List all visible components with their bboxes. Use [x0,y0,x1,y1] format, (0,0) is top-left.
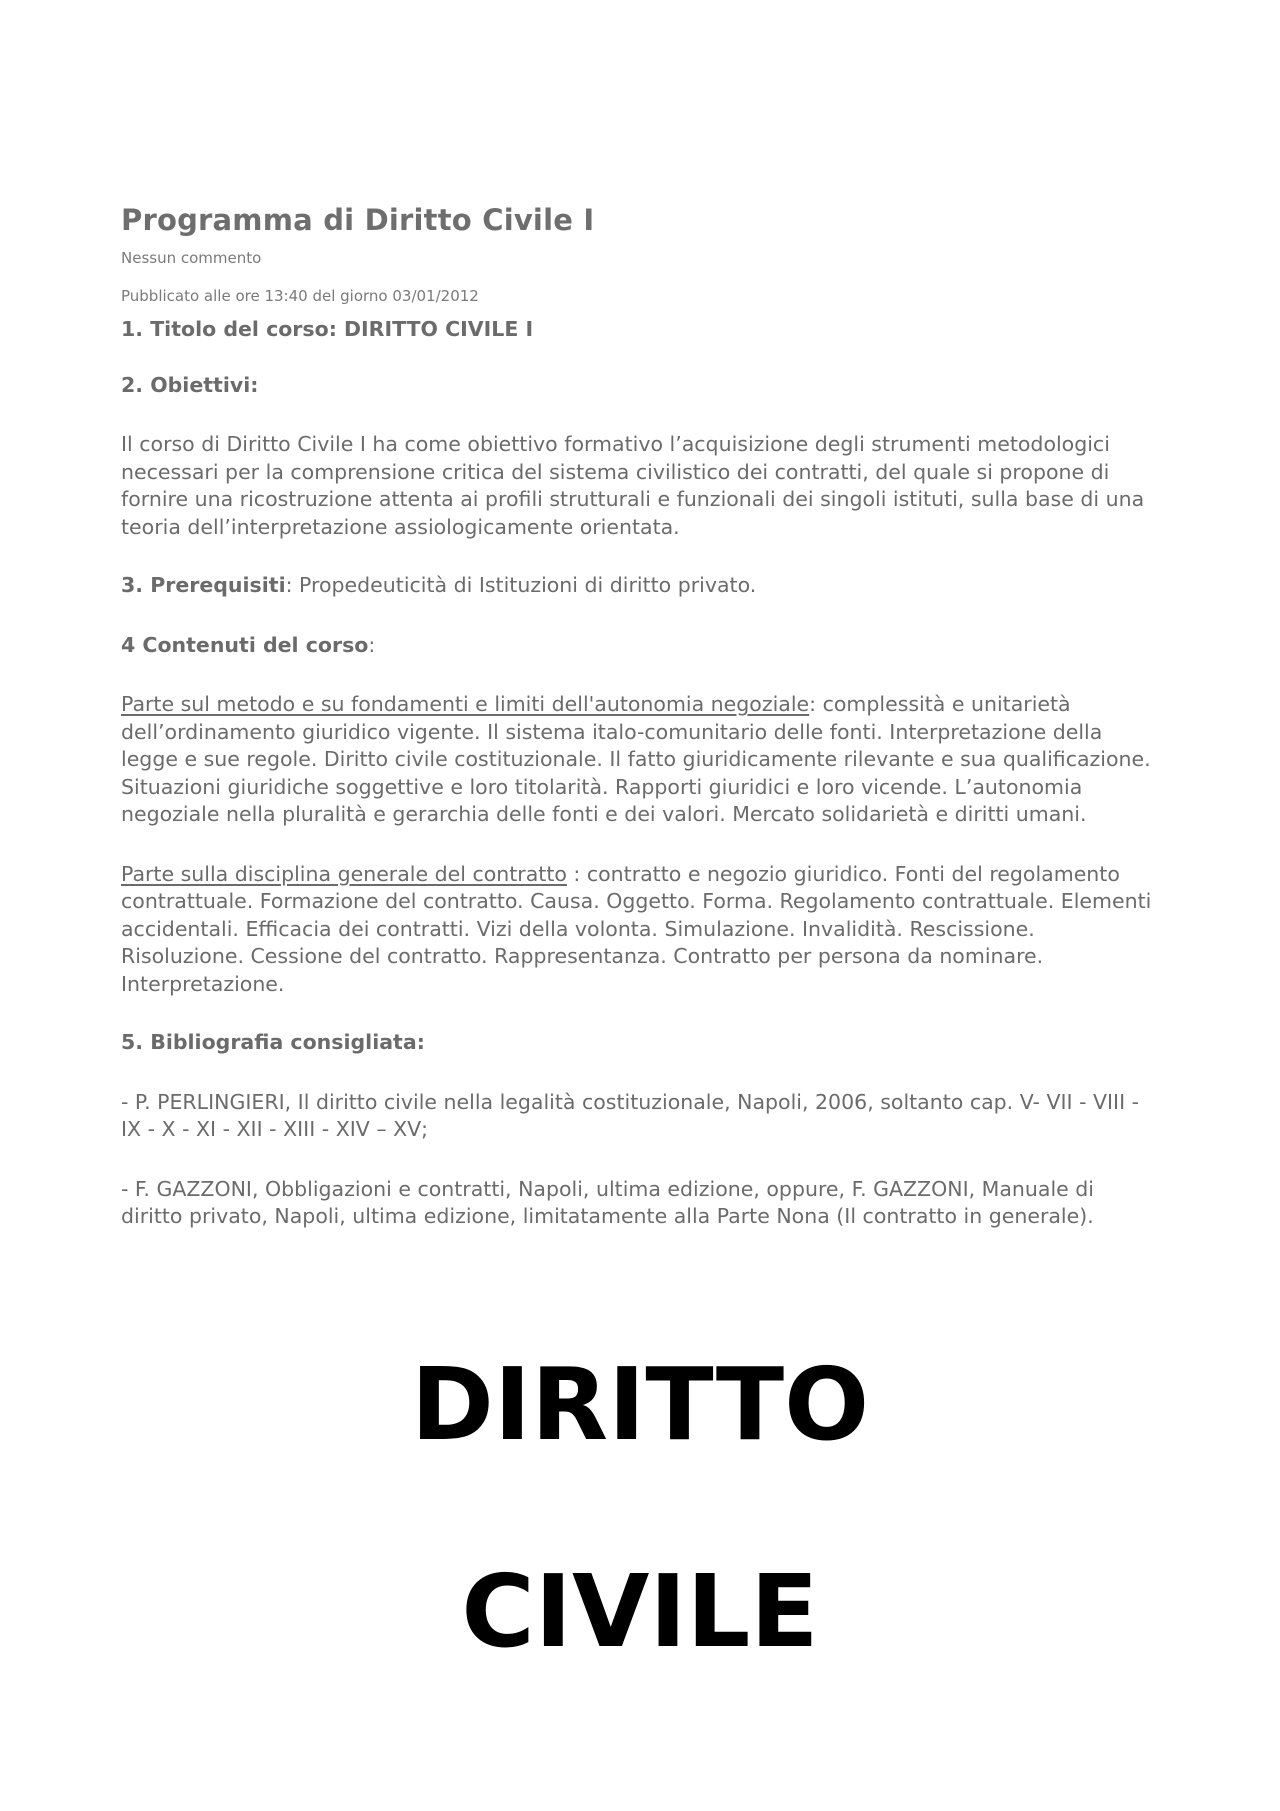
part-contract-title: Parte sulla disciplina generale del contratto [121,861,567,886]
contents-heading: 4 Contenuti del corso [121,632,369,657]
section-prerequisites [121,572,1161,600]
part-contract-text: : contratto e negozio giuridico. Fonti del regolamento contrattuale. Formazione del contratto. Causa. Oggetto. Forma. Regolamento contrattuale. Elementi accidentali. Efficacia dei contratti. Vizi della volonta. Simulazione. Invalidità. Rescissione. Risoluzione. Cessione del contratto. Rappresentanza. Contratto per persona da nominare. Interpretazione. [121,861,1152,996]
bibliography-item: - F. GAZZONI, Obbligazioni e contratti, Napoli, ultima edizione, oppure, F. GAZZONI, Manuale di diritto privato, Napoli, ultima edizione, limitatamente alla Parte Nona (Il contratto in generale). [121,1176,1094,1228]
part-method-title: Parte sul metodo e su fondamenti e limiti dell'autonomia negoziale [121,692,810,716]
section-contents [121,632,1161,660]
objectives-heading: 2. Obiettivi: [121,372,259,397]
post-title: Programma di Diritto Civile I [121,203,595,237]
objectives-text: Il corso di Diritto Civile I ha come obiettivo formativo l’acquisizione degli strumenti metodologici necessari per la comprensione critica del sistema civilistico dei contratti, del quale si propone di fornire una ricostruzione attenta ai profili strutturali e funzionali dei singoli istituti, sulla base di una teoria dell’interpretazione assiologicamente orientata. [121,432,1145,539]
prerequisites-heading: 3. Prerequisiti [121,573,286,597]
part-method [121,691,1161,829]
banner-line-1: DIRITTO [410,1346,870,1463]
bibliography-item: - P. PERLINGIERI, Il diritto civile nella legalità costituzionale, Napoli, 2006, soltanto cap. V- VII - VIII - IX - X - XI - XII - XIII - XIV – XV; [121,1089,1140,1141]
section-bibliography [121,1029,1161,1057]
section-objectives-heading [121,372,1161,400]
document-page [121,200,1161,1231]
part-method-text: : complessità e unitarietà dell’ordinamento giuridico vigente. Il sistema italo-comunitario delle fonti. Interpretazione della legge e sue regole. Diritto civile costituzionale. Il fatto giuridicamente rilevante e sua qualificazione. Situazioni giuridiche soggettive e loro titolarità. Rapporti giuridici e loro vicende. L’autonomia negoziale nella pluralità e gerarchia delle fonti e dei valori. Mercato solidarietà e diritti umani. [121,692,1151,826]
course-title-heading: 1. Titolo del corso: DIRITTO CIVILE I [121,317,534,341]
published-date: Pubblicato alle ore 13:40 del giorno 03/01/2012 [121,287,479,305]
contents-colon: : [368,632,376,657]
part-contract [121,861,1161,999]
section-course-title [121,316,1161,344]
comments-count[interactable]: Nessun commento [121,249,262,267]
prerequisites-text: : Propedeuticità di Istituzioni di diritto privato. [285,573,757,597]
banner-line-2: CIVILE [461,1553,819,1670]
bibliography-heading: 5. Bibliografia consigliata: [121,1030,425,1054]
